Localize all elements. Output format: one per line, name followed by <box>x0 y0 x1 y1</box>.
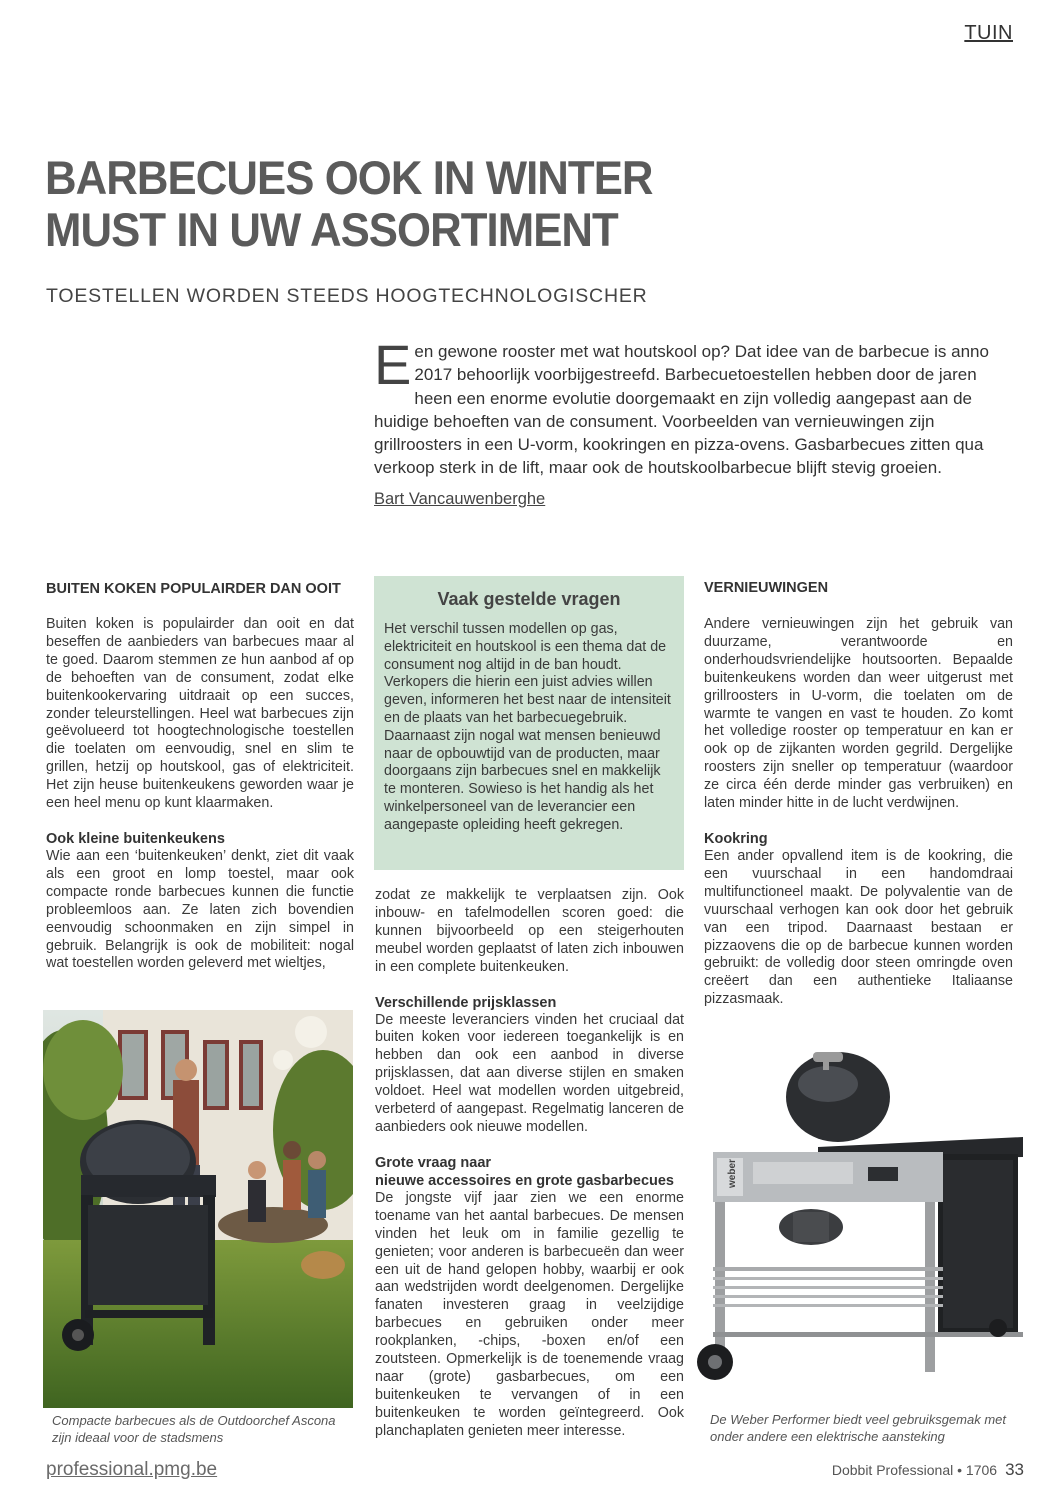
body-paragraph: De jongste vijf jaar zien we een enorme toename van het aantal barbecues. De mensen vinden het leuk om in familie gezellig te genieten; voor anderen is barbecueën dan weer een uit de hand gelopen hobby, waarbij er ook aan wedstrijden wordt deelgenomen. Dergelijke fanaten investeren graag in veelzijdige barbecues en gebruiken onder meer rookplanken, -chips, -boxen en/of een zoutsteen. Opmerkelijk is de toenemende vraag naar (grote) gasbarbecues, om een buitenkeuken te vervangen of in een buitenkeuken te worden geïntegreerd. Ook planchaplaten genieten meer interesse. <box>375 1189 684 1439</box>
garden-barbecue-photo <box>43 1010 353 1408</box>
section-heading: BUITEN KOKEN POPULAIRDER DAN OOIT <box>46 581 341 597</box>
sub-heading: Verschillende prijsklassen <box>375 994 557 1011</box>
intro-text: en gewone rooster met wat houtskool op? Dat idee van de barbecue is anno 2017 behoorlijk voorbijgestreefd. Barbecuetoestellen hebben door de jaren heen een enorme evolutie doorgemaakt en zijn volledig aangepast aan de huidige behoeften van de consument. Voorbeelden van vernieuwingen zijn grillroosters in een U-vorm, kookringen en pizza-ovens. Gasbarbecues zitten qua verkoop sterk in de lift, maar ook de houtskoolbarbecue blijft stevig groeien. <box>374 342 989 478</box>
photo-caption: De Weber Performer biedt veel gebruiksgemak met onder andere een elektrische aansteking <box>710 1412 1006 1444</box>
page-number: 33 <box>1005 1460 1024 1479</box>
weber-grill-photo <box>693 1042 1038 1404</box>
column-2 <box>375 887 684 1441</box>
sub-heading-line-2: nieuwe accessoires en grote gasbarbecues <box>375 1172 674 1189</box>
body-paragraph: Een ander opvallend item is de kookring, die een vuurschaal in een handomdraai multifunctioneel maakt. De polyvalentie van de vuurschaal verhogen kan ook door het gebruik van een tripod. Daarnaast bestaan er pizzaovens die op de barbecue kunnen worden gebruikt: de volledig door steen omringde oven creëert dan een authentieke Italiaanse pizzasmaak. <box>704 847 1013 1008</box>
weber-grill-illustration <box>693 1042 1038 1404</box>
section-tag[interactable]: TUIN <box>964 22 1013 44</box>
faq-text: Het verschil tussen modellen op gas, elektriciteit en houtskool is een thema dat de consument nog altijd in de ban houdt. Verkopers die hierin een juist advies willen geven, informeren het best naar de intensiteit en de plaats van het barbecuegebruik. Daarnaast zijn nogal wat mensen benieuwd naar de opbouwtijd van de producten, maar doorgaans zijn barbecues snel en makkelijk te monteren. Sowieso is het handig als het winkelpersoneel van de leverancier een aangepaste opleiding heeft gekregen. <box>384 621 671 833</box>
faq-title: Vaak gestelde vragen <box>437 589 621 609</box>
column-1 <box>46 580 354 973</box>
body-paragraph: Wie aan een ‘buitenkeuken’ denkt, ziet dit vaak als een groot en lomp toestel, maar ook compacte ronde barbecues kunnen die functie probleemloos aan. Ze laten zich bovendien eenvoudig schoonmaken en zijn simpel in gebruik. Belangrijk is ook de mobiliteit: nogal wat toestellen worden geleverd met wieltjes, <box>46 847 354 972</box>
title-line-1: BARBECUES OOK IN WINTER <box>45 151 653 204</box>
garden-scene-illustration <box>43 1010 353 1408</box>
photo-caption: Compacte barbecues als de Outdoorchef Ascona zijn ideaal voor de stadsmens <box>52 1413 336 1445</box>
grill-brand-label: weber <box>727 1159 738 1188</box>
body-paragraph: Andere vernieuwingen zijn het gebruik van duurzame, verantwoorde en onderhoudsvriendelijke houtsoorten. Bepaalde buitenkeukens worden dan weer uitgerust met grillroosters in U-vorm, die toelaten om de warmte te vangen en vast te houden. Zo komt het volledige rooster op temperatuur en kan er ook op de zijkanten worden gegrild. Dergelijke roosters zijn sneller op temperatuur (waardoor ze circa één derde minder gas verbruiken) en laten minder hitte in de lucht verdwijnen. <box>704 616 1013 812</box>
article-subtitle: TOESTELLEN WORDEN STEEDS HOOGTECHNOLOGISCHER <box>46 285 648 307</box>
publication-name: Dobbit Professional • 1706 <box>831 1462 998 1478</box>
sub-heading: Ook kleine buitenkeukens <box>46 830 225 847</box>
drop-cap: E <box>374 333 412 396</box>
body-paragraph: De meeste leveranciers vinden het cruciaal dat buiten koken voor iedereen toegankelijk is en hebben dan ook een aanbod in diverse prijsklassen, dat aan diverse stijlen en smaken voldoet. Heel wat modellen worden uitgebreid, verbeterd of aangepast. Regelmatig lanceren de aanbieders ook nieuwe modellen. <box>375 1011 684 1135</box>
body-paragraph: Buiten koken is populairder dan ooit en dat beseffen de aanbieders van barbecues maar al te goed. Daarom stemmen ze hun aanbod af op de behoeften van de consument, zodat elke buitenkookervaring uitdraait op een succes, zonder teleurstellingen. Heel wat barbecues zijn geëvolueerd tot hoogtechnologische toestellen die toelaten om eenvoudig, snel en slim te grillen, hetzij op houtskool, gas of elektriciteit. Het zijn heuse buitenkeukens geworden waar je een heel menu op kunt klaarmaken. <box>46 616 354 812</box>
page-footer <box>832 1460 1024 1480</box>
body-paragraph: zodat ze makkelijk te verplaatsen zijn. Ook inbouw- en tafelmodellen scoren goed: die kunnen bijvoorbeeld op een steigerhouten meubel worden geplaatst of laten zich inbouwen in een complete buitenkeuken. <box>375 887 684 975</box>
intro-paragraph <box>374 333 1010 480</box>
author-byline[interactable]: Bart Vancauwenberghe <box>374 490 546 508</box>
faq-box <box>374 576 684 870</box>
website-link[interactable]: professional.pmg.be <box>46 1459 218 1480</box>
section-heading: VERNIEUWINGEN <box>704 580 829 596</box>
article-title <box>45 152 696 256</box>
sub-heading: Kookring <box>704 830 768 847</box>
column-3 <box>704 579 1013 1009</box>
sub-heading-line-1: Grote vraag naar <box>375 1154 492 1171</box>
title-line-2: MUST IN UW ASSORTIMENT <box>45 203 618 256</box>
